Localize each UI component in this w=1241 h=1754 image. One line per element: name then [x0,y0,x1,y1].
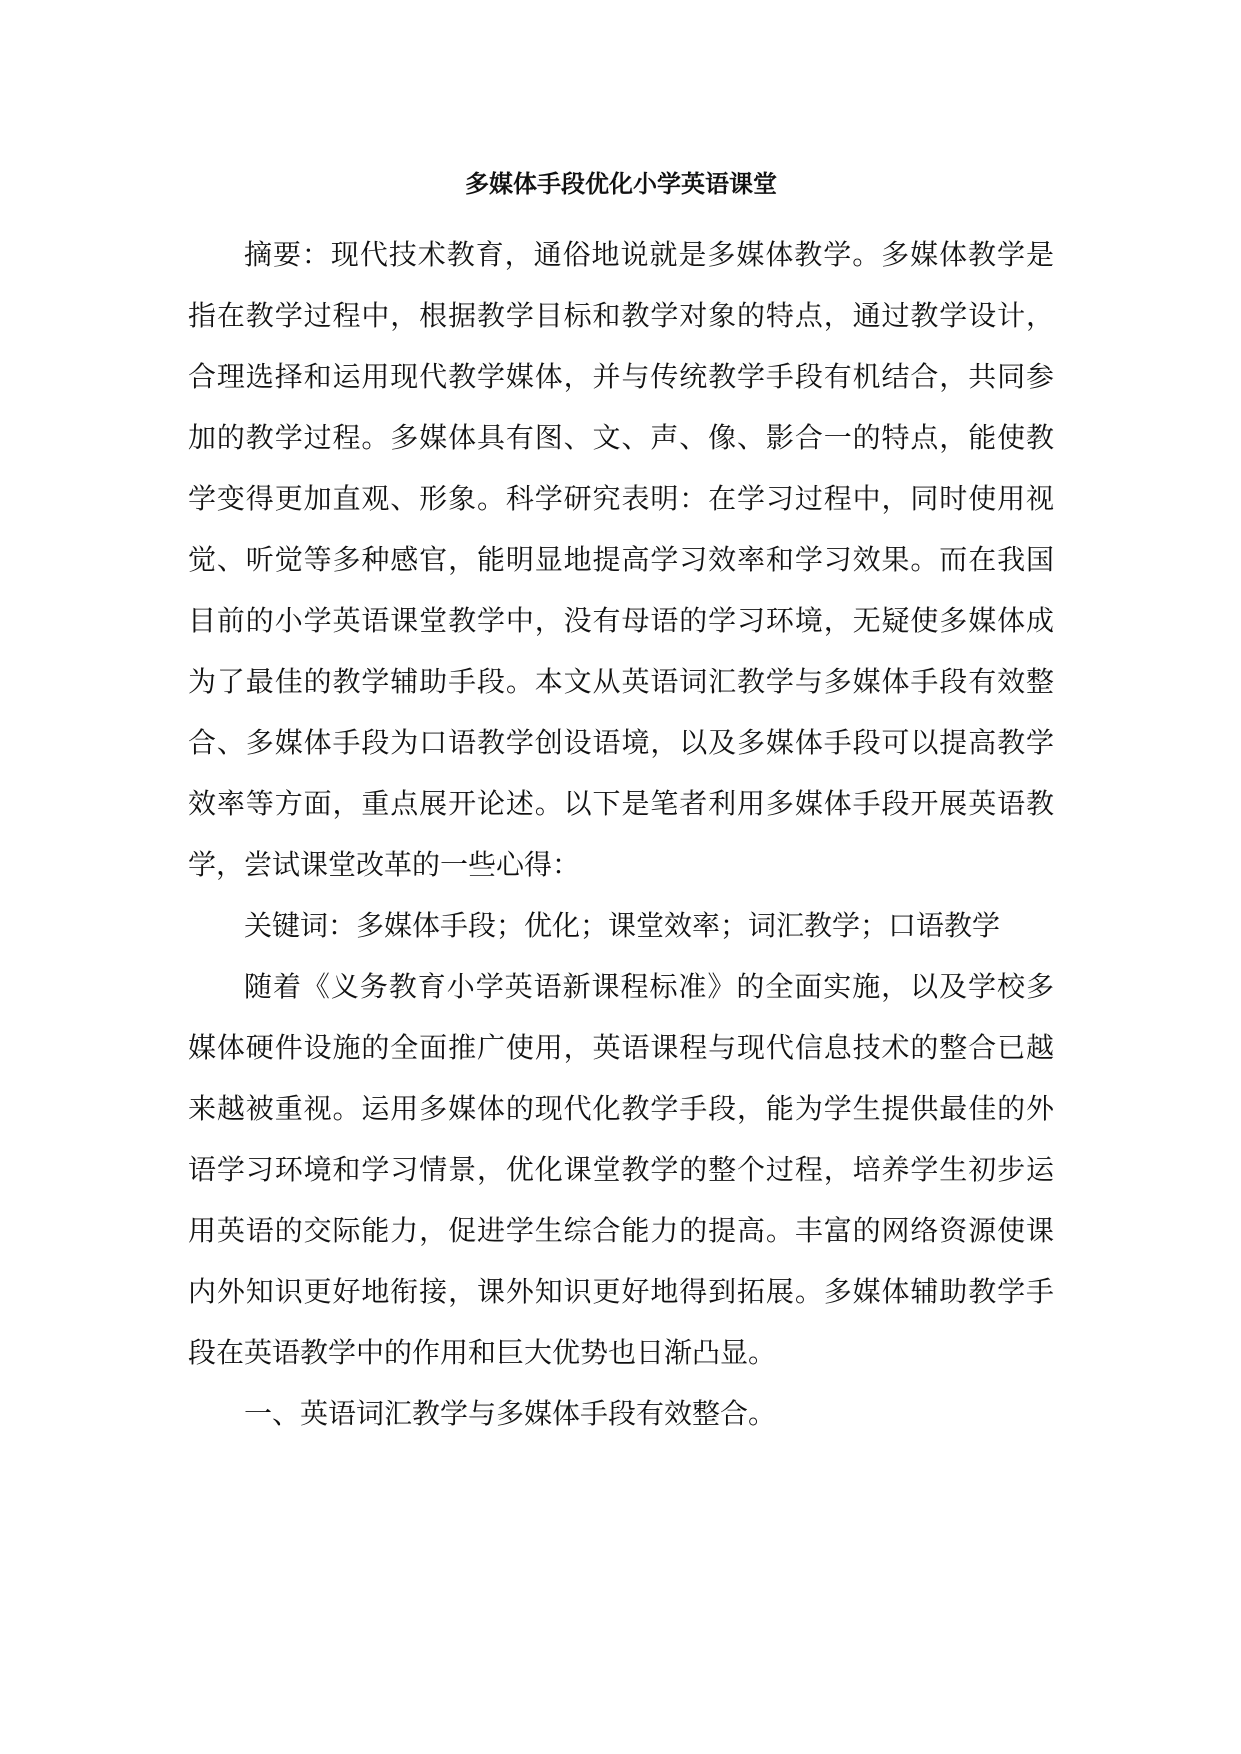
section-heading-one: 一、英语词汇教学与多媒体手段有效整合。 [244,1397,777,1430]
document-title: 多媒体手段优化小学英语课堂 [465,169,777,198]
introduction-paragraph: 随着《义务教育小学英语新课程标准》的全面实施，以及学校多媒体硬件设施的全面推广使用，英语课程与现代信息技术的整合已越来越被重视。运用多媒体的现代化教学手段，能为学生提供最佳的外语学习环境和学习情景，优化课堂教学的整个过程，培养学生初步运用英语的交际能力，促进学生综合能力的提高。丰富的网络资源使课内外知识更好地衔接，课外知识更好地得到拓展。多媒体辅助教学手段在英语教学中的作用和巨大优势也日渐凸显。 [188,970,1054,1369]
abstract-paragraph: 摘要：现代技术教育，通俗地说就是多媒体教学。多媒体教学是指在教学过程中，根据教学目标和教学对象的特点，通过教学设计，合理选择和运用现代教学媒体，并与传统教学手段有机结合，共同参加的教学过程。多媒体具有图、文、声、像、影合一的特点，能使教学变得更加直观、形象。科学研究表明：在学习过程中，同时使用视觉、听觉等多种感官，能明显地提高学习效率和学习效果。而在我国目前的小学英语课堂教学中，没有母语的学习环境，无疑使多媒体成为了最佳的教学辅助手段。本文从英语词汇教学与多媒体手段有效整合、多媒体手段为口语教学创设语境，以及多媒体手段可以提高教学效率等方面，重点展开论述。以下是笔者利用多媒体手段开展英语教学，尝试课堂改革的一些心得： [188,238,1054,881]
keywords-paragraph: 关键词：多媒体手段；优化；课堂效率；词汇教学；口语教学 [244,909,1001,942]
document-body [188,164,1054,1444]
